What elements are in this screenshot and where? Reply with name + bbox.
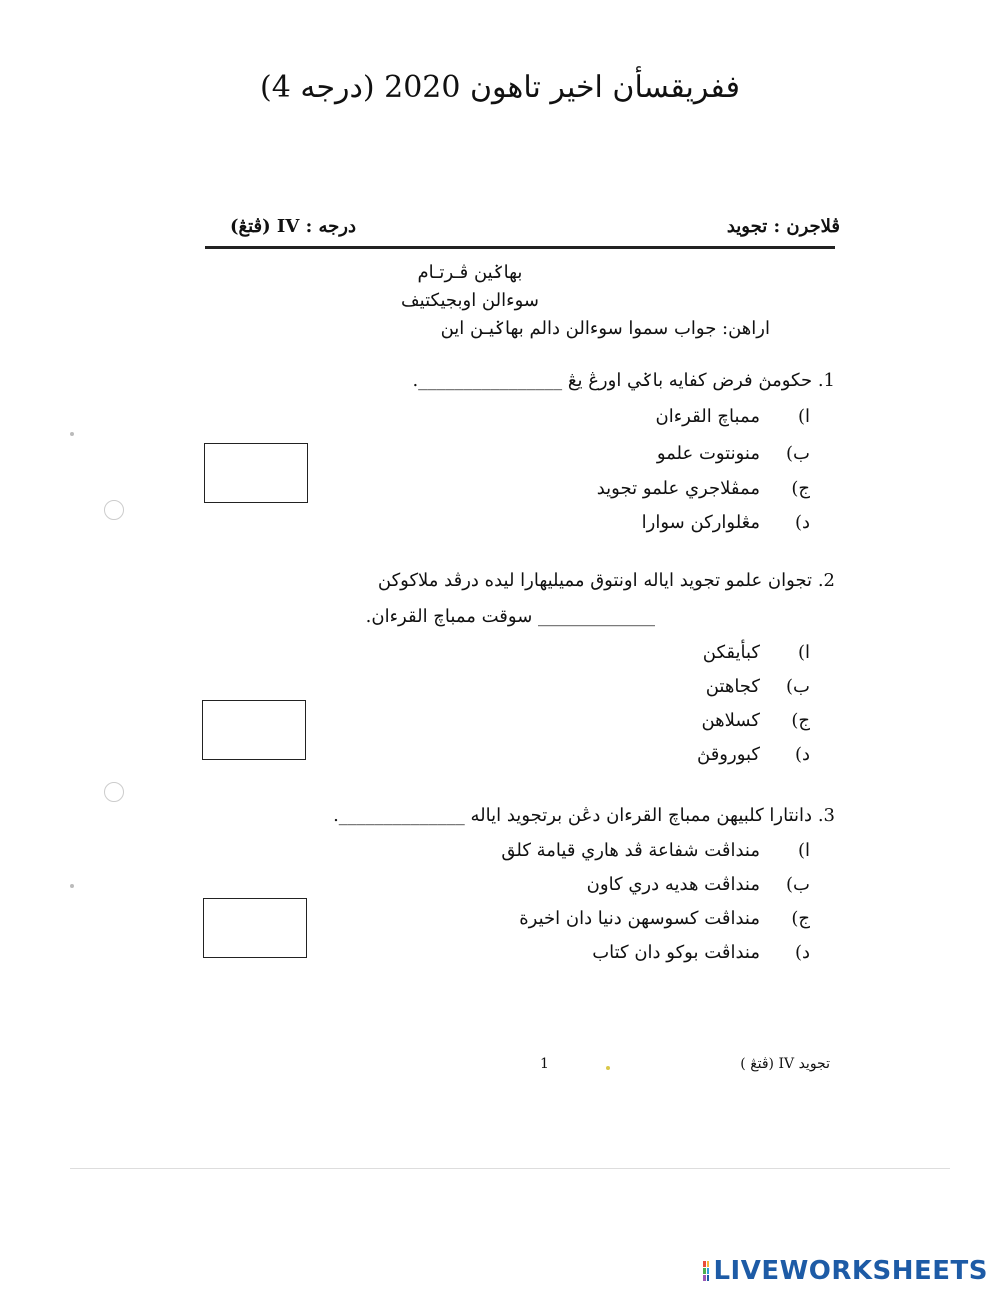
footer-text: تجويد IV (ڤتڠ ) xyxy=(740,1056,830,1072)
option-text: منداڤت كسوسهن دنيا دان اخيرة xyxy=(519,908,760,929)
option-letter: د) xyxy=(794,942,810,963)
q3-option-b xyxy=(587,874,810,895)
answer-box-q3[interactable] xyxy=(203,898,307,958)
option-text: كسلاهن xyxy=(701,710,760,731)
punch-hole-mark xyxy=(104,500,124,520)
option-letter: ا) xyxy=(797,642,810,663)
q1-option-b xyxy=(657,443,810,464)
subject-label: ڤلاجرن : تجويد xyxy=(726,216,840,237)
liveworksheets-brand xyxy=(703,1256,988,1286)
option-text: كجاهتن xyxy=(705,676,760,697)
page-number: 1 xyxy=(540,1056,549,1072)
header-divider xyxy=(205,246,835,249)
option-letter: ب) xyxy=(786,443,810,464)
option-letter: ب) xyxy=(786,874,810,895)
option-text: كبوروقڽ xyxy=(697,744,760,765)
q1-option-a xyxy=(655,406,810,427)
option-text: كبأيقكن xyxy=(702,642,760,663)
question-2 xyxy=(378,570,835,591)
answer-box-q2[interactable] xyxy=(202,700,306,760)
liveworksheets-logo-icon xyxy=(703,1261,709,1281)
option-letter: د) xyxy=(794,744,810,765)
question-text: حکومڽ فرض کفايه باݢي اورڠ يڠ ________________. xyxy=(412,370,813,391)
scan-speck xyxy=(70,432,74,436)
section-type: سوءالن اوبجيكتيف xyxy=(401,290,539,311)
question-text: دانتارا كلبيهن ممباچ القرءان دڠن برتجويد اياله ______________. xyxy=(333,805,813,826)
option-text: منداڤت بوكو دان كتاب xyxy=(592,942,760,963)
question-1 xyxy=(412,370,835,391)
bottom-divider xyxy=(70,1168,950,1169)
q3-option-c xyxy=(519,908,810,929)
option-text: منداڤت هديه دري كاون xyxy=(586,874,760,895)
option-text: مڠلواركن سوارا xyxy=(641,512,760,533)
q2-option-b xyxy=(706,676,810,697)
q3-option-d xyxy=(592,942,810,963)
option-letter: د) xyxy=(794,512,810,533)
option-letter: ج) xyxy=(791,478,810,499)
question-2-continuation: _____________ سوقت ممباچ القرءان. xyxy=(365,606,655,627)
q2-option-a xyxy=(703,642,810,663)
brand-name: LIVEWORKSHEETS xyxy=(713,1256,988,1286)
grade-label: درجه : IV (ڤتڠ) xyxy=(230,216,356,237)
q2-option-d xyxy=(697,744,810,765)
option-text: منونتوت علمو xyxy=(656,443,760,464)
question-number: 3. xyxy=(817,805,835,826)
option-letter: ا) xyxy=(797,406,810,427)
question-text: تجوان علمو تجويد اياله اونتوق مميليهارا ليده درڤد ملاكوكن xyxy=(377,570,813,591)
page-title: ففريقسأن اخير تاهون 2020 (درجه 4) xyxy=(260,70,740,105)
option-letter: ج) xyxy=(791,908,810,929)
scan-speck xyxy=(606,1066,610,1070)
answer-box-q1[interactable] xyxy=(204,443,308,503)
option-letter: ج) xyxy=(791,710,810,731)
scan-speck xyxy=(70,884,74,888)
option-text: منداڤت شفاعة ڤد هاري قيامة كلق xyxy=(501,840,760,861)
q1-option-d xyxy=(642,512,810,533)
instruction-text: اراهن: جواب سموا سوءالن دالم بهاݢيـن اين xyxy=(440,318,770,339)
option-text: ممڤلاجري علمو تجويد xyxy=(596,478,760,499)
q1-option-c xyxy=(597,478,810,499)
section-title: بهاݢين ڤـرتـام xyxy=(417,262,523,283)
option-letter: ب) xyxy=(786,676,810,697)
punch-hole-mark xyxy=(104,782,124,802)
q2-option-c xyxy=(701,710,810,731)
question-number: 1. xyxy=(817,370,835,391)
option-letter: ا) xyxy=(797,840,810,861)
q3-option-a xyxy=(501,840,810,861)
question-3 xyxy=(333,805,835,826)
question-number: 2. xyxy=(817,570,835,591)
option-text: ممباچ القرءان xyxy=(655,406,760,427)
